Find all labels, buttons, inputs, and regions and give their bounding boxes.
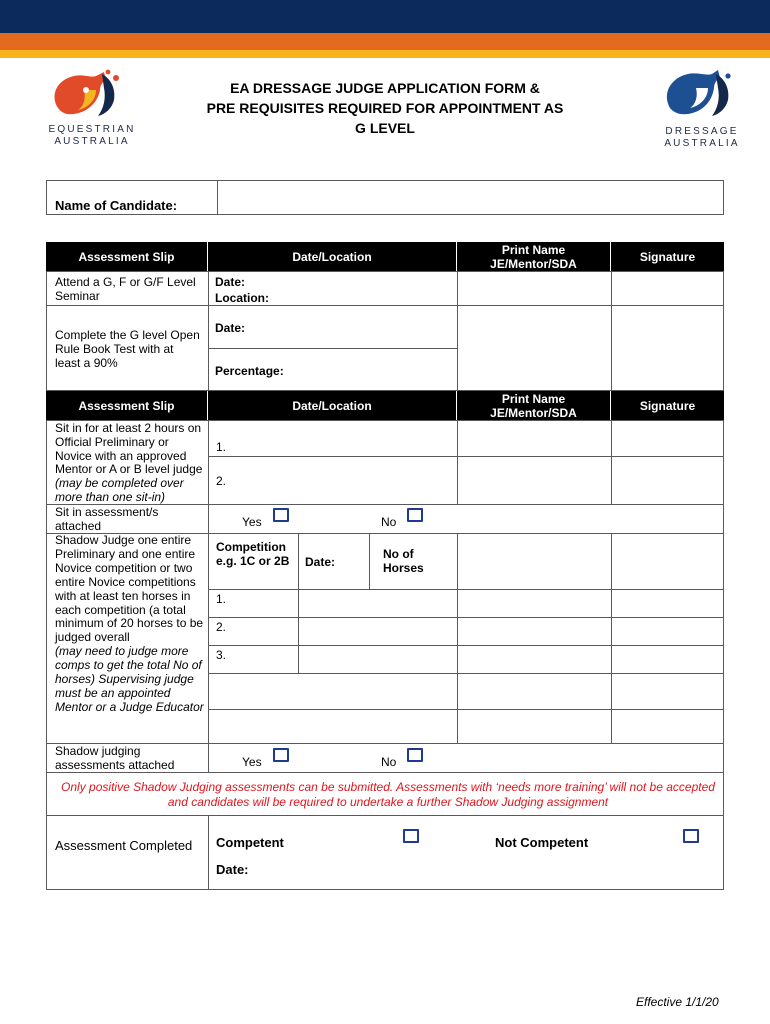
sit-in-attached-cell [46,504,209,534]
seminar-requirement: Attend a G, F or G/F Level Seminar [55,275,196,303]
shadow-signature-5-field[interactable] [611,709,724,744]
shadow-judge-text: Shadow Judge one entire Preliminary and one entire Novice competition or two entire Novice competitions with at least ten horses in each competition (a total minimum of 20 horses to be judged overall [55,533,204,645]
section1-header-signature: Signature [611,242,724,271]
horses-header: No of Horses [383,547,424,575]
shadow-signature-1-field[interactable] [611,589,724,618]
shadow-signature-header-field[interactable] [611,533,724,590]
shadow-attached-cell [46,743,209,773]
left-logo-line2: AUSTRALIA [54,136,130,147]
sit-in-signature-2-field[interactable] [611,456,724,505]
sit-in-print-name-2-field[interactable] [457,456,612,505]
section2-header-date-location: Date/Location [208,391,457,420]
sit-in-line-2-number: 2. [216,474,227,488]
form-title [170,78,600,138]
shadow-judge-requirement [55,534,207,715]
sit-in-italic-note: (may be completed over more than one sit-in) [55,476,184,504]
sit-in-text: Sit in for at least 2 hours on Official Preliminary or Novice with an approved Mentor or A or B level judge [55,421,203,477]
rule-book-date-label: Date: [215,321,246,335]
section1-header-print-name: Print Name JE/Mentor/SDA [457,242,611,271]
shadow-line-3-number: 3. [216,648,227,662]
section2-header-slip: Assessment Slip [46,391,208,420]
right-logo-line1: DRESSAGE [665,126,739,137]
shadow-attached-no-checkbox[interactable] [407,748,423,762]
rule-book-signature-field[interactable] [611,305,724,391]
not-competent-label: Not Competent [495,835,589,850]
shadow-date-header-cell [298,533,370,590]
equestrian-australia-wordmark [36,124,148,148]
sit-in-line-1-number: 1. [216,440,227,454]
shadow-print-name-header-field[interactable] [457,533,612,590]
title-line-3: G LEVEL [355,120,415,136]
shadow-attached-no-label: No [381,755,397,769]
title-line-2: PRE REQUISITES REQUIRED FOR APPOINTMENT AS [206,100,564,116]
rule-book-percentage-label: Percentage: [215,364,284,378]
shadow-print-name-1-field[interactable] [457,589,612,618]
rule-book-requirement: Complete the G level Open Rule Book Test with at least a 90% [55,328,200,370]
effective-date: Effective 1/1/20 [636,995,719,1009]
shadow-attached-options [208,743,724,773]
shadow-competition-1-field[interactable] [208,589,299,618]
seminar-requirement-cell [46,271,209,306]
shadow-line-1-number: 1. [216,592,227,606]
shadow-judge-requirement-cell [46,533,209,744]
assessment-completed-label: Assessment Completed [55,838,193,853]
shadow-date-header: Date: [305,555,336,569]
sit-in-requirement [55,422,207,505]
seminar-print-name-field[interactable] [457,271,612,306]
shadow-date-horses-1-field[interactable] [298,589,458,618]
seminar-signature-field[interactable] [611,271,724,306]
shadow-date-horses-2-field[interactable] [298,617,458,646]
right-logo-line2: AUSTRALIA [664,138,740,149]
shadow-signature-3-field[interactable] [611,645,724,674]
sit-in-attached-yes-label: Yes [242,515,262,529]
shadow-judge-italic-note: (may need to judge more comps to get the total No of horses) Supervising judge must be an appointed Mentor or a Judge Educator [55,644,204,714]
completion-date-label[interactable]: Date: [216,862,249,877]
seminar-date-label: Date: [215,275,246,289]
shadow-print-name-2-field[interactable] [457,617,612,646]
sit-in-attached-yes-checkbox[interactable] [273,508,289,522]
shadow-print-name-3-field[interactable] [457,645,612,674]
sit-in-attached-label: Sit in assessment/s attached [55,505,159,533]
section1-header-slip: Assessment Slip [46,242,208,271]
candidate-name-field[interactable] [217,180,724,215]
shadow-line-2-number: 2. [216,620,227,634]
shadow-print-name-4-field[interactable] [457,673,612,710]
candidate-label: Name of Candidate: [55,198,178,213]
sit-in-attached-no-label: No [381,515,397,529]
shadow-attached-label: Shadow judging assessments attached [55,744,175,772]
rule-book-requirement-cell [46,305,209,391]
sit-in-attached-no-checkbox[interactable] [407,508,423,522]
competent-label: Competent [216,835,284,850]
header-yellow-band [0,50,770,58]
candidate-label-cell [46,180,218,215]
shadow-signature-4-field[interactable] [611,673,724,710]
header-orange-band [0,33,770,50]
sit-in-line-1-field[interactable] [208,420,458,457]
competition-header-cell [208,533,299,590]
equestrian-australia-logo-icon [44,68,140,124]
competent-checkbox[interactable] [403,829,419,843]
shadow-judging-note: Only positive Shadow Judging assessments can be submitted. Assessments with ‘needs more training’ will not be accepted and candidates will be required to undertake a further Shadow Judging assignment [61,780,715,809]
section1-header-date-location: Date/Location [208,242,457,271]
shadow-extra-row-1-field[interactable] [208,673,458,710]
shadow-competition-2-field[interactable] [208,617,299,646]
sit-in-requirement-cell [46,420,209,505]
dressage-australia-logo-icon [658,68,742,126]
section2-header-print-name: Print Name JE/Mentor/SDA [457,391,611,420]
seminar-location-label: Location: [215,291,269,305]
shadow-extra-row-2-field[interactable] [208,709,458,744]
horses-header-cell [369,533,458,590]
rule-book-percentage-field[interactable] [208,348,458,391]
dressage-australia-wordmark [652,126,752,150]
sit-in-line-2-field[interactable] [208,456,458,505]
sit-in-attached-options [208,504,724,534]
section2-header-signature: Signature [611,391,724,420]
shadow-signature-2-field[interactable] [611,617,724,646]
shadow-attached-yes-checkbox[interactable] [273,748,289,762]
assessment-outcome-cell [208,815,724,890]
sit-in-print-name-1-field[interactable] [457,420,612,457]
rule-book-print-name-field[interactable] [457,305,612,391]
assessment-completed-cell [46,815,209,890]
shadow-competition-3-field[interactable] [208,645,299,674]
shadow-date-horses-3-field[interactable] [298,645,458,674]
rule-book-date-field[interactable] [208,305,458,349]
sit-in-signature-1-field[interactable] [611,420,724,457]
title-line-1: EA DRESSAGE JUDGE APPLICATION FORM & [230,80,540,96]
shadow-attached-yes-label: Yes [242,755,262,769]
shadow-print-name-5-field[interactable] [457,709,612,744]
seminar-date-location-cell[interactable] [208,271,458,306]
left-logo-line1: EQUESTRIAN [48,124,136,135]
competition-header: Competition e.g. 1C or 2B [216,540,290,568]
not-competent-checkbox[interactable] [683,829,699,843]
header-navy-band [0,0,770,33]
